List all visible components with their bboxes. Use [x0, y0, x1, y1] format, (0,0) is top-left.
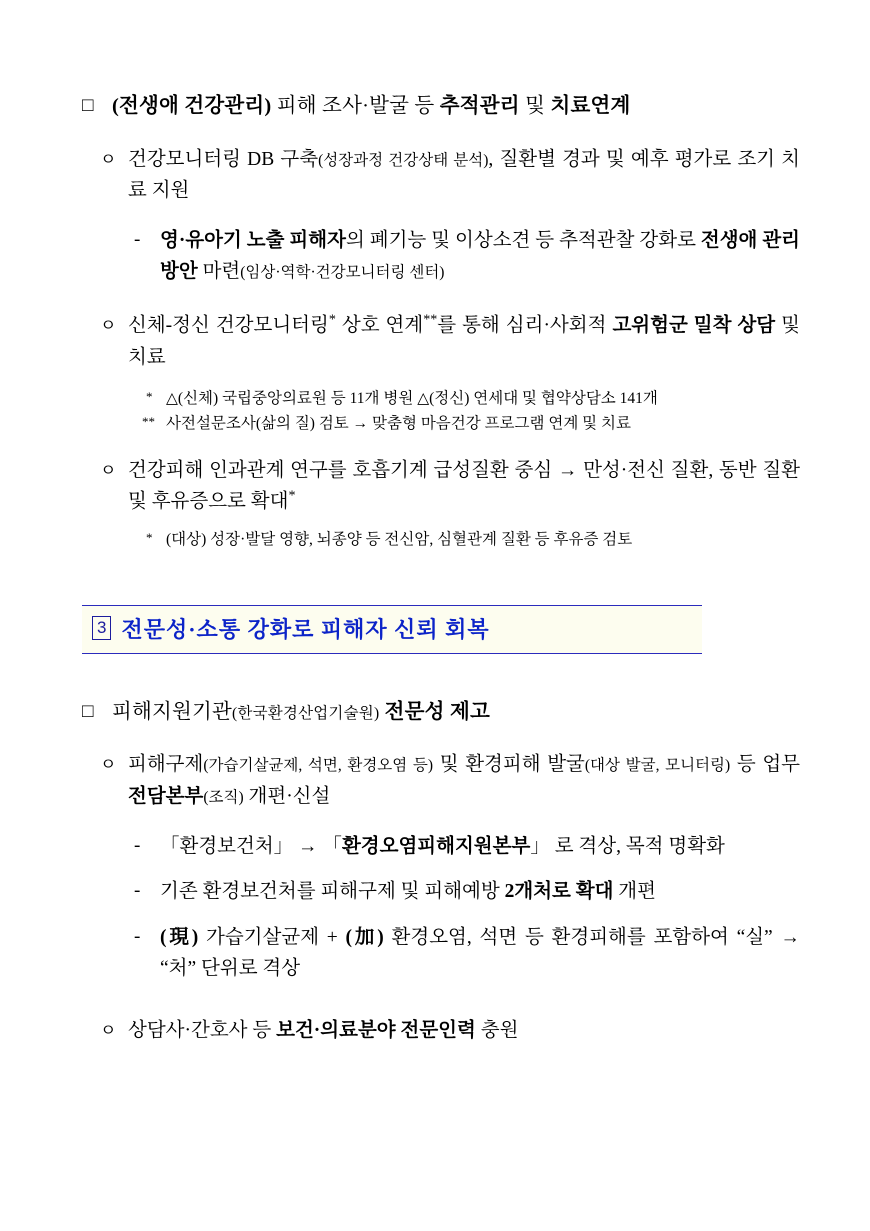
circle-bullet-icon: ㅇ — [100, 1020, 117, 1040]
item-relief-taskforce-text: 피해구제(가습기살균제, 석면, 환경오염 등) 및 환경피해 발굴(대상 발굴, 모니터링) 등 업무 전담본부(조직) 개편·신설 — [128, 754, 800, 808]
heading-lifelong-health — [82, 92, 870, 122]
item-body-mind-linkage — [100, 310, 800, 373]
item-staff-recruitment-text: 상담사·간호사 등 보건·의료분야 전문인력 충원 — [128, 1019, 519, 1041]
double-asterisk-marker-icon: ** — [142, 413, 155, 429]
section-header-trust-recovery — [82, 605, 702, 654]
footnote-targets-text: (대상) 성장·발달 영향, 뇌종양 등 전신암, 심혈관계 질환 등 후유증 검토 — [166, 530, 633, 548]
footnote-survey-text: 사전설문조사(삶의 질) 검토 → 맞춤형 마음건강 프로그램 연계 및 치료 — [166, 414, 631, 432]
subitem-scope-upgrade — [134, 922, 800, 985]
item-causation-research-text: 건강피해 인과관계 연구를 호흡기계 급성질환 중심 → 만성·전신 질환, 동반 질환 및 후유증으로 확대* — [128, 459, 800, 513]
subitem-expand-two-depts — [134, 876, 800, 908]
heading-agency-expertise — [82, 698, 870, 728]
item-health-monitoring-db — [100, 144, 800, 207]
section-title-text: 전문성·소통 강화로 피해자 신뢰 회복 — [121, 616, 490, 642]
circle-bullet-icon: ㅇ — [100, 755, 117, 775]
subitem-rename-bureau-text: 「환경보건처」 → 「환경오염피해지원본부」 로 격상, 목적 명확화 — [160, 835, 725, 857]
footnote-targets — [146, 528, 806, 553]
square-bullet-icon: □ — [82, 700, 94, 722]
subitem-infant-followup — [134, 225, 800, 288]
dash-bullet-icon: - — [134, 880, 141, 902]
dash-bullet-icon: - — [134, 834, 141, 856]
subitem-rename-bureau — [134, 831, 800, 863]
item-relief-taskforce — [100, 749, 800, 812]
footnote-hospitals — [146, 387, 806, 412]
square-bullet-icon: □ — [82, 95, 94, 116]
footnote-survey — [142, 412, 802, 437]
circle-bullet-icon: ㅇ — [100, 460, 117, 480]
item-health-monitoring-db-text: 건강모니터링 DB 구축(성장과정 건강상태 분석), 질환별 경과 및 예후 평가로 조기 치료 지원 — [128, 148, 800, 202]
heading-agency-expertise-text: 피해지원기관(한국환경산업기술원) 전문성 제고 — [112, 700, 490, 723]
item-staff-recruitment — [100, 1015, 800, 1047]
footnote-hospitals-text: △(신체) 국립중앙의료원 등 11개 병원 △(정신) 연세대 및 협약상담소 141개 — [166, 390, 658, 408]
asterisk-marker-icon: * — [146, 529, 153, 545]
dash-bullet-icon: - — [134, 228, 141, 250]
subitem-scope-upgrade-text: (現) 가습기살균제 + (加) 환경오염, 석면 등 환경피해를 포함하여 “실” → “처” 단위로 격상 — [160, 926, 800, 980]
circle-bullet-icon: ㅇ — [100, 316, 117, 336]
item-causation-research — [100, 455, 800, 518]
subitem-expand-two-depts-text: 기존 환경보건처를 피해구제 및 피해예방 2개처로 확대 개편 — [160, 881, 656, 903]
section-number-badge: 3 — [92, 616, 111, 640]
dash-bullet-icon: - — [134, 925, 141, 947]
asterisk-marker-icon: * — [146, 389, 153, 405]
subitem-infant-followup-text: 영·유아기 노출 피해자의 폐기능 및 이상소견 등 추적관찰 강화로 전생애 관리방안 마련(임상·역학·건강모니터링 센터) — [160, 229, 800, 283]
heading-lifelong-health-text: (전생애 건강관리) 피해 조사·발굴 등 추적관리 및 치료연계 — [112, 95, 631, 117]
item-body-mind-linkage-text: 신체-정신 건강모니터링* 상호 연계**를 통해 심리·사회적 고위험군 밀착 상담 및 치료 — [128, 311, 800, 368]
circle-bullet-icon: ㅇ — [100, 149, 117, 169]
